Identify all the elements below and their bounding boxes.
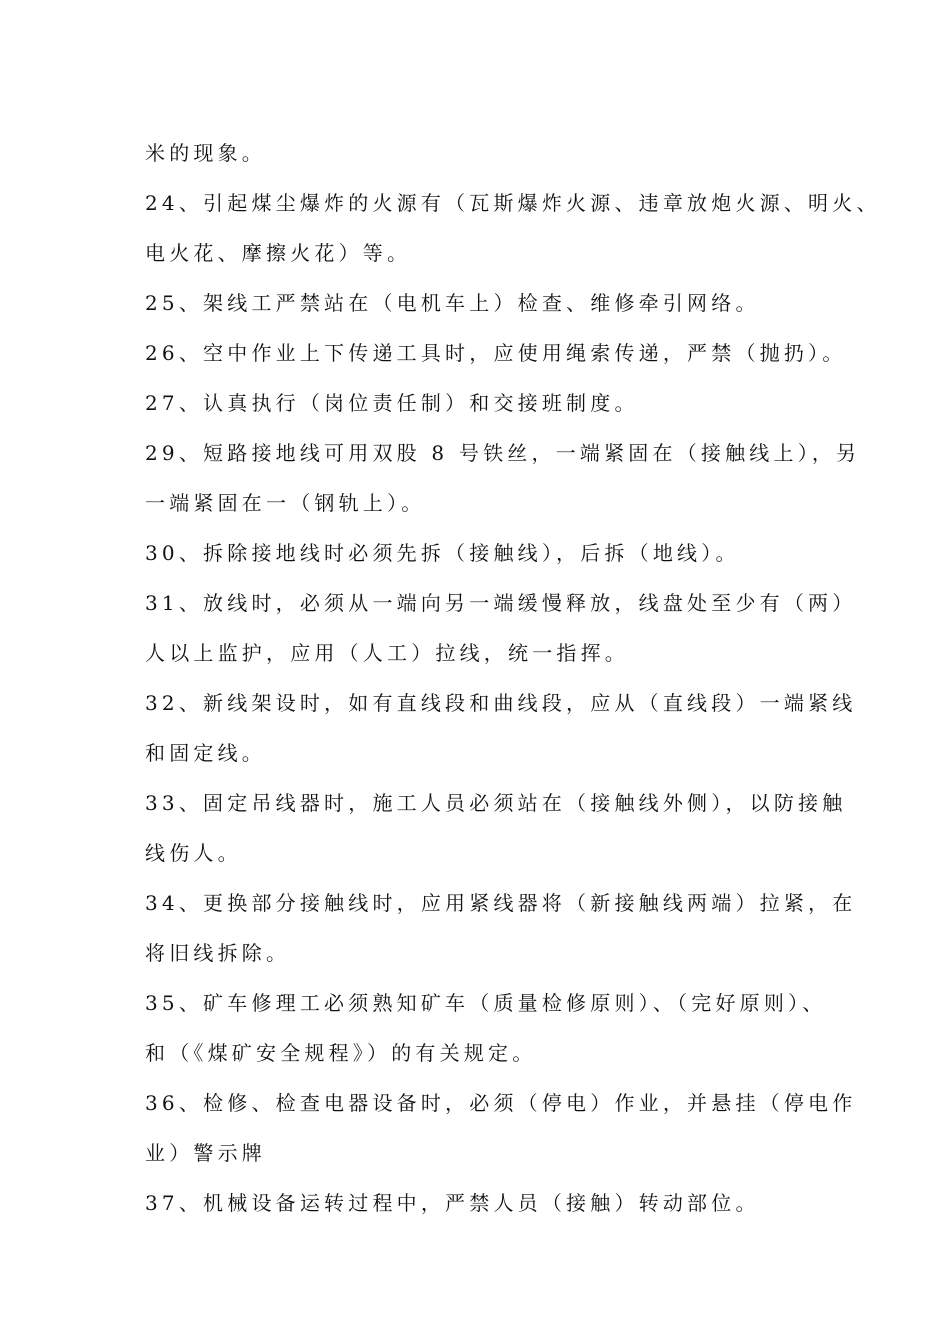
text-line: 24、引起煤尘爆炸的火源有（瓦斯爆炸火源、违章放炮火源、明火、 — [145, 191, 881, 215]
text-line: 34、更换部分接触线时，应用紧线器将（新接触线两端）拉紧，在 — [145, 891, 857, 915]
text-line: 一端紧固在一（钢轨上）。 — [145, 491, 426, 515]
text-line: 米的现象。 — [145, 141, 266, 165]
text-line: 26、空中作业上下传递工具时，应使用绳索传递，严禁（抛扔）。 — [145, 341, 847, 365]
text-line: 业）警示牌 — [145, 1141, 266, 1165]
text-line: 37、机械设备运转过程中，严禁人员（接触）转动部位。 — [145, 1191, 760, 1215]
text-line: 32、新线架设时，如有直线段和曲线段，应从（直线段）一端紧线 — [145, 691, 857, 715]
text-line: 和固定线。 — [145, 741, 266, 765]
text-line: 25、架线工严禁站在（电机车上）检查、维修牵引网络。 — [145, 291, 760, 315]
text-line: 31、放线时，必须从一端向另一端缓慢释放，线盘处至少有（两） — [145, 591, 857, 615]
text-line: 30、拆除接地线时必须先拆（接触线），后拆（地线）。 — [145, 541, 740, 565]
text-line: 36、检修、检查电器设备时，必须（停电）作业，并悬挂（停电作 — [145, 1091, 857, 1115]
text-line: 27、认真执行（岗位责任制）和交接班制度。 — [145, 391, 639, 415]
text-line: 将旧线拆除。 — [145, 941, 291, 965]
text-line: 线伤人。 — [145, 841, 242, 865]
text-line: 人以上监护，应用（人工）拉线，统一指挥。 — [145, 641, 629, 665]
text-line: 33、固定吊线器时，施工人员必须站在（接触线外侧），以防接触 — [145, 791, 847, 815]
text-line: 电火花、摩擦火花）等。 — [145, 241, 412, 265]
text-line: 和（《煤矿安全规程》）的有关规定。 — [145, 1041, 537, 1065]
document-body — [145, 128, 881, 1228]
text-line: 35、矿车修理工必须熟知矿车（质量检修原则）、（完好原则）、 — [145, 991, 827, 1015]
text-line: 29、短路接地线可用双股 8 号铁丝，一端紧固在（接触线上），另 — [145, 441, 861, 465]
